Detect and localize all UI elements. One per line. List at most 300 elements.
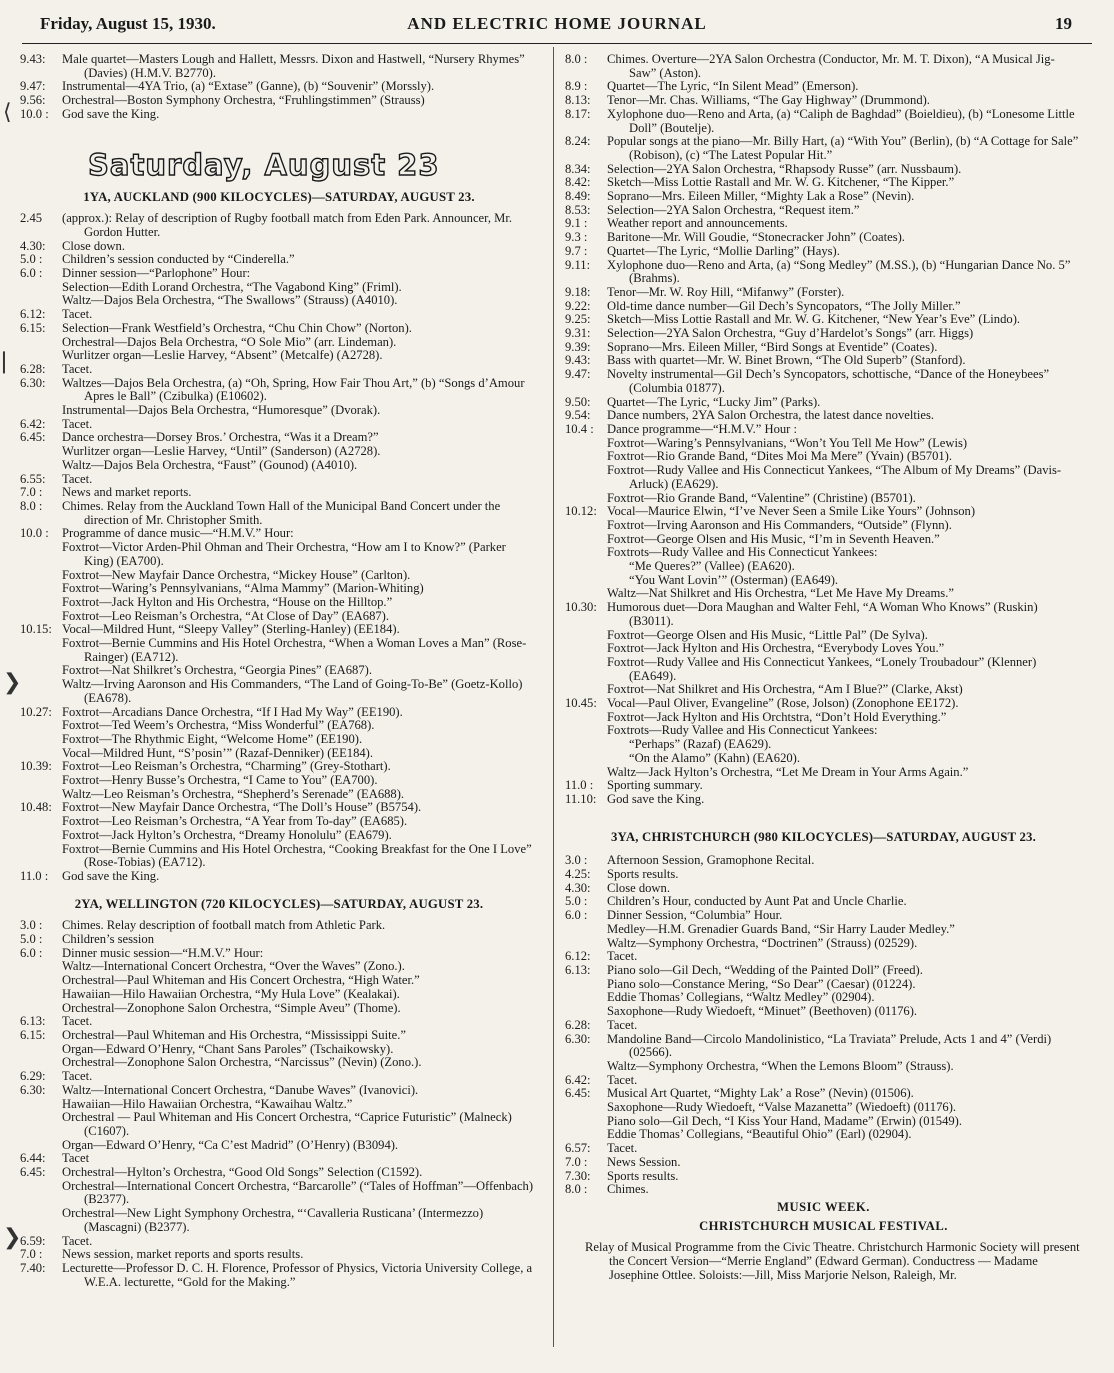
column-divider <box>553 47 554 1347</box>
listing-entry <box>565 409 1082 423</box>
item-text: Chimes. Relay description of football match from Athletic Park. <box>62 918 386 933</box>
sub-item-text: Selection—Edith Lorand Orchestra, “The Vagabond King” (Friml). <box>62 279 402 294</box>
item-text: Humorous duet—Dora Maughan and Walter Fehl, “A Woman Who Knows” (Ruskin) (B3011). <box>607 600 1038 628</box>
sub-item-text: “On the Alamo” (Kahn) (EA620). <box>629 750 801 765</box>
sub-item-text: Medley—H.M. Grenadier Guards Band, “Sir Harry Lauder Medley.” <box>607 921 955 936</box>
left-column <box>20 53 538 1289</box>
time-label: 6.30: <box>565 1031 591 1046</box>
time-label: 10.12: <box>565 504 597 519</box>
item-text: Tacet. <box>62 1233 93 1248</box>
time-label: 6.0 : <box>565 908 588 923</box>
time-label: 5.0 : <box>20 932 43 947</box>
sub-item-text: Foxtrot—Rudy Vallee and His Connecticut Yankees, “The Album of My Dreams” (Davis-Arluck) (EA629). <box>607 463 1062 491</box>
listing-entry <box>20 473 538 487</box>
time-label: 9.56: <box>20 93 46 108</box>
item-text: Children’s session <box>62 932 155 947</box>
time-label: 6.30: <box>20 1082 46 1097</box>
item-text: Soprano—Mrs. Eileen Miller, “Mighty Lak a Rose” (Nevin). <box>607 189 915 204</box>
listing-entry <box>565 108 1082 135</box>
listing-entry <box>565 341 1082 355</box>
sub-item-text: Piano solo—Constance Mering, “So Dear” (Caesar) (01224). <box>607 976 916 991</box>
sub-item-text: Orchestral—New Light Symphony Orchestra, “‘Cavalleria Rusticana’ (Intermezzo) (Mascagni) (B2377). <box>62 1206 484 1234</box>
item-text: News Session. <box>607 1154 681 1169</box>
listing-entry <box>565 1074 1082 1088</box>
time-label: 6.13: <box>565 963 591 977</box>
item-text: Piano solo—Gil Dech, “Wedding of the Painted Doll” (Freed). <box>607 963 923 977</box>
time-label: 6.42: <box>20 416 46 431</box>
item-text: Sporting summary. <box>607 778 703 793</box>
item-text: God save the King. <box>62 868 160 883</box>
listing-entry <box>20 418 538 432</box>
time-label: 6.28: <box>20 361 46 376</box>
sub-item-text: Foxtrot—Bernie Cummins and His Hotel Orchestra, “Cooking Breakfast for the One I Love” (Rose-Tobias) (EA712). <box>62 841 532 870</box>
listing-entry <box>565 697 1082 779</box>
time-label: 6.28: <box>565 1017 591 1032</box>
listing-entry <box>565 300 1082 314</box>
time-label: 8.24: <box>565 134 591 149</box>
time-label: 8.17: <box>565 106 591 121</box>
item-text: Sports results. <box>607 1168 679 1183</box>
time-label: 8.49: <box>565 189 591 204</box>
sub-item-text: Foxtrot—New Mayfair Dance Orchestra, “Mickey House” (Carlton). <box>62 567 411 582</box>
sub-item-text: Waltz—Symphony Orchestra, “When the Lemons Bloom” (Strauss). <box>607 1058 954 1073</box>
sub-item-text: Saxophone—Rudy Wiedoeft, “Minuet” (Beethoven) (01176). <box>607 1004 918 1019</box>
item-text: Tacet. <box>62 1014 93 1029</box>
time-label: 9.31: <box>565 326 591 341</box>
listing-entry <box>20 1015 538 1029</box>
time-label: 6.29: <box>20 1069 46 1084</box>
listing-entry <box>565 368 1082 395</box>
time-label: 3.0 : <box>565 853 588 868</box>
sub-item-text: Waltz—Leo Reisman’s Orchestra, “Shepherd’s Serenade” (EA688). <box>62 786 405 801</box>
time-label: 9.50: <box>565 394 591 409</box>
item-text: Sketch—Miss Lottie Rastall and Mr. W. G. Kitchener, “The Kipper.” <box>607 175 955 190</box>
item-text: Tenor—Mr. W. Roy Hill, “Mifanwy” (Forster). <box>607 284 845 299</box>
listing-entry <box>565 909 1082 950</box>
item-text: Children’s Hour, conducted by Aunt Pat and Uncle Charlie. <box>607 894 907 909</box>
time-label: 10.0 : <box>20 106 49 121</box>
listing-entry <box>20 267 538 308</box>
item-text: Dance numbers, 2YA Salon Orchestra, the latest dance novelties. <box>607 408 934 423</box>
time-label: 5.0 : <box>20 252 43 267</box>
time-label: 2.45 <box>20 211 43 226</box>
time-label: 6.55: <box>20 471 46 486</box>
item-text: Quartet—The Lyric, “Lucky Jim” (Parks). <box>607 394 821 409</box>
item-text: Dance orchestra—Dorsey Bros.’ Orchestra, “Was it a Dream?” <box>62 430 379 445</box>
sub-item-text: Foxtrot—Nat Shilkret and His Orchestra, “Am I Blue?” (Clarke, Akst) <box>607 682 963 697</box>
sub-item-text: Foxtrot—Jack Hylton and His Orchestra, “House on the Hilltop.” <box>62 594 393 609</box>
item-text: Tacet. <box>607 1017 638 1032</box>
time-label: 9.43: <box>565 353 591 368</box>
item-text: Tacet <box>62 1151 90 1166</box>
time-label: 6.0 : <box>20 266 43 281</box>
item-text: Old-time dance number—Gil Dech’s Syncopators, “The Jolly Miller.” <box>607 298 961 313</box>
item-text: Tacet. <box>607 949 638 964</box>
time-label: 10.27: <box>20 704 52 719</box>
sub-item-text: Wurlitzer organ—Leslie Harvey, “Absent” (Metcalfe) (A2728). <box>62 348 383 363</box>
sub-item-text: Foxtrot—The Rhythmic Eight, “Welcome Home” (EE190). <box>62 731 363 746</box>
sub-item-text: Waltz—Nat Shilkret and His Orchestra, “Let Me Have My Dreams.” <box>607 586 954 601</box>
listing-entry <box>20 94 538 108</box>
time-label: 9.1 : <box>565 216 588 231</box>
listing-entry <box>20 706 538 761</box>
station-heading-wellington: 2YA, WELLINGTON (720 KILOCYCLES)—SATURDAY, AUGUST 23. <box>74 896 484 911</box>
right-column <box>565 53 1082 1282</box>
item-text: Dance programme—“H.M.V.” Hour : <box>607 421 798 436</box>
time-label: 7.0 : <box>20 485 43 500</box>
sub-item-text: Foxtrot—George Olsen and His Music, “I’m in Seventh Heaven.” <box>607 531 940 546</box>
time-label: 7.0 : <box>20 1247 43 1262</box>
time-label: 6.45: <box>20 1165 46 1180</box>
listing-entry <box>565 135 1082 162</box>
listing-entry <box>565 396 1082 410</box>
item-text: Lecturette—Professor D. C. H. Florence, Professor of Physics, Victoria University College, a W.E.A. lecturette, “Gold for the Making.” <box>62 1260 533 1289</box>
item-text: Tacet. <box>607 1141 638 1156</box>
time-label: 6.30: <box>20 375 46 390</box>
item-text: Bass with quartet—Mr. W. Binet Brown, “The Old Superb” (Stanford). <box>607 353 966 368</box>
listing-entry <box>565 1142 1082 1156</box>
sub-item-text: Foxtrot—Bernie Cummins and His Hotel Orchestra, “When a Woman Loves a Man” (Rose-Rainger) (EA712). <box>62 636 527 664</box>
item-text: News and market reports. <box>62 485 192 500</box>
listing-entry <box>565 1183 1082 1197</box>
item-text: Weather report and announcements. <box>607 216 788 231</box>
listing-entry <box>20 53 538 80</box>
listing-entry <box>565 354 1082 368</box>
time-label: 11.0 : <box>565 778 594 793</box>
listing-entry <box>20 253 538 267</box>
item-text: Musical Art Quartet, “Mighty Lak’ a Rose” (Nevin) (01506). <box>607 1086 914 1101</box>
listing-entry <box>565 854 1082 868</box>
listing-entry <box>565 1156 1082 1170</box>
item-text: Tacet. <box>62 307 93 322</box>
margin-tick-mark: ⟨ <box>3 100 12 125</box>
listing-entry <box>565 601 1082 697</box>
listing-entry <box>565 163 1082 177</box>
listing-entry <box>20 870 538 884</box>
item-text: News session, market reports and sports results. <box>62 1247 304 1262</box>
time-label: 9.43: <box>20 52 46 66</box>
listing-entry <box>20 760 538 801</box>
item-text: Tacet. <box>62 471 93 486</box>
time-label: 6.13: <box>20 1014 46 1029</box>
time-label: 10.4 : <box>565 421 594 436</box>
listing-entry <box>20 212 538 239</box>
time-label: 6.15: <box>20 320 46 335</box>
item-text: God save the King. <box>607 791 705 806</box>
time-label: 8.9 : <box>565 79 588 94</box>
item-text: Popular songs at the piano—Mr. Billy Hart, (a) “With You” (Berlin), (b) “A Cottage for Sale” (Robison), (c) “The Latest Popular Hit.” <box>607 134 1079 162</box>
sub-item-text: “Perhaps” (Razaf) (EA629). <box>629 737 772 752</box>
item-text: Quartet—The Lyric, “In Silent Mead” (Emerson). <box>607 79 859 94</box>
sub-item-text: Foxtrot—Irving Aaronson and His Commanders, “Outside” (Flynn). <box>607 517 952 532</box>
station-heading-christchurch: 3YA, CHRISTCHURCH (980 KILOCYCLES)—SATURDAY, AUGUST 23. <box>610 829 1037 844</box>
time-label: 9.47: <box>20 79 46 94</box>
sub-item-text: Foxtrots—Rudy Vallee and His Connecticut Yankees: <box>607 723 878 738</box>
time-label: 11.10: <box>565 791 597 806</box>
time-label: 9.22: <box>565 298 591 313</box>
sub-item-text: Foxtrot—Waring’s Pennsylvanians, “Won’t You Tell Me How” (Lewis) <box>607 435 968 450</box>
listing-entry <box>20 80 538 94</box>
time-label: 9.11: <box>565 257 591 272</box>
sub-item-text: Wurlitzer organ—Leslie Harvey, “Until” (Sanderson) (A2728). <box>62 444 381 459</box>
sub-item-text: Foxtrot—Leo Reisman’s Orchestra, “At Close of Day” (EA687). <box>62 608 390 623</box>
festival-relay-text: Relay of Musical Programme from the Civic Theatre. Christchurch Harmonic Society will present the Concert Version—“Merrie England” (Edward German). Conductress — Madame Josephine Ottlee. Soloists:—Jill, Miss Marjorie Nelson, Raleigh, Mr. <box>585 1240 1080 1282</box>
sub-item-text: Orchestral — Paul Whiteman and His Concert Orchestra, “Caprice Futuristic” (Malneck) (C1607). <box>62 1110 512 1138</box>
sub-item-text: Saxophone—Rudy Wiedoeft, “Valse Mazanetta” (Wiedoeft) (01176). <box>607 1100 957 1115</box>
time-label: 9.47: <box>565 367 591 382</box>
listing-entry <box>20 801 538 870</box>
sub-item-text: Foxtrot—Ted Weem’s Orchestra, “Miss Wonderful” (EA768). <box>62 718 375 733</box>
item-text: Instrumental—4YA Trio, (a) “Extase” (Ganne), (b) “Souvenir” (Morssly). <box>62 79 435 94</box>
intro-listing <box>20 53 538 122</box>
item-text: Chimes. Relay from the Auckland Town Hall of the Municipal Band Concert under the direction of Mr. Christopher Smith. <box>62 498 501 527</box>
listing-entry <box>565 327 1082 341</box>
sub-item-text: Waltz—Dajos Bela Orchestra, “The Swallows” (Strauss) (A4010). <box>62 293 398 308</box>
item-text: Waltzes—Dajos Bela Orchestra, (a) “Oh, Spring, How Fair Thou Art,” (b) “Songs d’Amour Apres le Ball” (Czibulka) (E10602). <box>62 375 525 404</box>
listing-entry <box>20 1166 538 1235</box>
listing-entry <box>565 204 1082 218</box>
time-label: 4.30: <box>20 238 46 253</box>
sub-item-text: Foxtrot—George Olsen and His Music, “Little Pal” (De Sylva). <box>607 627 928 642</box>
listing-entry <box>565 1019 1082 1033</box>
time-label: 8.42: <box>565 175 591 190</box>
time-label: 6.57: <box>565 1141 591 1156</box>
listing-entry <box>565 190 1082 204</box>
listing-entry <box>565 217 1082 231</box>
sub-item-text: Orchestral—Paul Whiteman and His Concert Orchestra, “High Water.” <box>62 973 420 988</box>
time-label: 6.12: <box>565 949 591 964</box>
time-label: 7.30: <box>565 1168 591 1183</box>
listing-entry <box>20 486 538 500</box>
item-text: Quartet—The Lyric, “Mollie Darling” (Hays). <box>607 243 840 258</box>
time-label: 4.30: <box>565 880 591 895</box>
time-label: 9.18: <box>565 284 591 299</box>
time-label: 6.42: <box>565 1072 591 1087</box>
listing-entry <box>565 868 1082 882</box>
time-label: 9.3 : <box>565 230 588 245</box>
listing-entry <box>20 1262 538 1289</box>
item-text: Tacet. <box>607 1072 638 1087</box>
time-label: 8.34: <box>565 161 591 176</box>
item-text: Orchestral—Hylton’s Orchestra, “Good Old Songs” Selection (C1592). <box>62 1165 423 1180</box>
item-text: Tacet. <box>62 416 93 431</box>
wellington-listing <box>20 919 538 1289</box>
time-label: 9.39: <box>565 339 591 354</box>
time-label: 8.13: <box>565 93 591 108</box>
sub-item-text: Organ—Edward O’Henry, “Ca C’est Madrid” (O’Henry) (B3094). <box>62 1137 399 1152</box>
listing-entry <box>20 1084 538 1153</box>
margin-bracket-mark: ⎸ <box>3 350 26 375</box>
listing-entry <box>565 882 1082 896</box>
time-label: 6.45: <box>565 1086 591 1101</box>
day-title: Saturday, August 23 <box>88 147 440 182</box>
item-text: Xylophone duo—Reno and Arta, (a) “Caliph de Baghdad” (Boieldieu), (b) “Lonesome Little Doll” (Boutelje). <box>607 106 1075 135</box>
listing-entry <box>20 623 538 705</box>
sub-item-text: Orchestral—Zonophone Salon Orchestra, “Narcissus” (Nevin) (Zono.). <box>62 1055 422 1070</box>
time-label: 6.0 : <box>20 945 43 960</box>
header-rule <box>22 43 1092 44</box>
item-text: Foxtrot—New Mayfair Dance Orchestra, “The Doll’s House” (B5754). <box>62 800 422 815</box>
listing-entry <box>565 1033 1082 1074</box>
sub-item-text: Waltz—Symphony Orchestra, “Doctrinen” (Strauss) (02529). <box>607 935 918 950</box>
listing-entry <box>565 245 1082 259</box>
christchurch-listing <box>565 854 1082 1197</box>
time-label: 10.45: <box>565 696 597 711</box>
item-text: Vocal—Mildred Hunt, “Sleepy Valley” (Sterling-Hanley) (EE184). <box>62 622 400 637</box>
time-label: 6.12: <box>20 307 46 322</box>
sub-item-text: Foxtrot—Henry Busse’s Orchestra, “I Came to You” (EA700). <box>62 773 378 788</box>
listing-entry <box>20 363 538 377</box>
time-label: 8.0 : <box>20 498 43 513</box>
item-text: Chimes. <box>607 1182 649 1197</box>
item-text: Mandoline Band—Circolo Mandolinistico, “La Traviata” Prelude, Acts 1 and 4” (Verdi) (02566). <box>607 1031 1052 1060</box>
time-label: 6.45: <box>20 430 46 445</box>
item-text: Close down. <box>62 238 125 253</box>
sub-item-text: Orchestral—Dajos Bela Orchestra, “O Sole Mio” (arr. Lindeman). <box>62 334 397 349</box>
listing-entry <box>565 779 1082 793</box>
sub-item-text: Waltz—Dajos Bela Orchestra, “Faust” (Gounod) (A4010). <box>62 457 358 472</box>
item-text: Vocal—Paul Oliver, Evangeline” (Rose, Jolson) (Zonophone EE172). <box>607 696 959 711</box>
sub-item-text: Eddie Thomas’ Collegians, “Beautiful Ohio” (Earl) (02904). <box>607 1127 912 1142</box>
item-text: God save the King. <box>62 106 160 121</box>
station-heading-auckland: 1YA, AUCKLAND (900 KILOCYCLES)—SATURDAY, AUGUST 23. <box>83 189 475 204</box>
item-text: Novelty instrumental—Gil Dech’s Syncopators, schottische, “Dance of the Honeybees” (Columbia 01877). <box>607 367 1050 395</box>
listing-entry <box>565 94 1082 108</box>
listing-entry <box>20 431 538 472</box>
time-label: 6.59: <box>20 1233 46 1248</box>
listing-entry <box>20 1029 538 1070</box>
time-label: 5.0 : <box>565 894 588 909</box>
margin-arrow-mark: ❯ <box>3 1225 22 1250</box>
item-text: Selection—Frank Westfield’s Orchestra, “Chu Chin Chow” (Norton). <box>62 320 412 335</box>
item-text: Children’s session conducted by “Cinderella.” <box>62 252 295 267</box>
item-text: Close down. <box>607 880 670 895</box>
item-text: Selection—2YA Salon Orchestra, “Guy d’Hardelot’s Songs” (arr. Higgs) <box>607 326 974 341</box>
listing-entry <box>20 308 538 322</box>
sub-item-text: Orchestral—International Concert Orchestra, “Barcarolle” (“Tales of Hoffman”—Offenbach) (B2377). <box>62 1178 534 1207</box>
item-text: Dinner session—“Parlophone” Hour: <box>62 266 251 281</box>
time-label: 8.0 : <box>565 52 588 66</box>
listing-entry <box>565 80 1082 94</box>
time-label: 10.0 : <box>20 526 49 541</box>
item-text: Selection—2YA Salon Orchestra, “Rhapsody Russe” (arr. Nussbaum). <box>607 161 962 176</box>
item-text: Tenor—Mr. Chas. Williams, “The Gay Highway” (Drummond). <box>607 93 930 108</box>
sub-item-text: Organ—Edward O’Henry, “Chant Sans Paroles” (Tschaikowsky). <box>62 1041 394 1056</box>
item-text: Vocal—Maurice Elwin, “I’ve Never Seen a Smile Like Yours” (Johnson) <box>607 504 976 519</box>
item-text: Xylophone duo—Reno and Arta, (a) “Song Medley” (M.SS.), (b) “Hungarian Dance No. 5” (Brahms). <box>607 257 1071 286</box>
item-text: (approx.): Relay of description of Rugby football match from Eden Park. Announcer, Mr. Gordon Hutter. <box>62 211 512 239</box>
music-week-heading: MUSIC WEEK. <box>777 1199 870 1214</box>
listing-entry <box>565 53 1082 80</box>
sub-item-text: Hawaiian—Hilo Hawaiian Orchestra, “My Hula Love” (Kealakai). <box>62 986 400 1001</box>
time-label: 4.25: <box>565 867 591 882</box>
sub-item-text: Foxtrot—Jack Hylton’s Orchestra, “Dreamy Honolulu” (EA679). <box>62 827 392 842</box>
item-text: Baritone—Mr. Will Goudie, “Stonecracker John” (Coates). <box>607 230 905 245</box>
listing-entry <box>20 947 538 1016</box>
item-text: Sports results. <box>607 867 679 882</box>
sub-item-text: Foxtrot—Nat Shilkret’s Orchestra, “Georgia Pines” (EA687). <box>62 663 372 678</box>
time-label: 11.0 : <box>20 868 49 883</box>
item-text: Dinner Session, “Columbia” Hour. <box>607 908 783 923</box>
item-text: Chimes. Overture—2YA Salon Orchestra (Conductor, Mr. M. T. Dixon), “A Musical Jig-Saw” (Aston). <box>607 52 1055 80</box>
sub-item-text: Eddie Thomas’ Collegians, “Waltz Medley” (02904). <box>607 990 875 1005</box>
listing-entry <box>20 1152 538 1166</box>
sub-item-text: Foxtrot—Victor Arden-Phil Ohman and Their Orchestra, “How am I to Know?” (Parker King) (EA700). <box>62 540 506 568</box>
sub-item-text: Foxtrot—Rudy Vallee and His Connecticut Yankees, “Lonely Troubadour” (Klenner) (EA649). <box>607 654 1037 683</box>
time-label: 7.40: <box>20 1260 46 1275</box>
item-text: Programme of dance music—“H.M.V.” Hour: <box>62 526 294 541</box>
time-label: 8.53: <box>565 202 591 217</box>
time-label: 9.25: <box>565 312 591 327</box>
listing-entry <box>565 313 1082 327</box>
listing-entry <box>20 240 538 254</box>
sub-item-text: Foxtrots—Rudy Vallee and His Connecticut Yankees: <box>607 545 878 560</box>
item-text: Foxtrot—Arcadians Dance Orchestra, “If I Had My Way” (EE190). <box>62 704 403 719</box>
sub-item-text: Waltz—Irving Aaronson and His Commanders, “The Land of Going-To-Be” (Goetz-Kollo) (EA678). <box>62 677 523 705</box>
sub-item-text: Waltz—International Concert Orchestra, “Over the Waves” (Zono.). <box>62 959 405 974</box>
listing-entry <box>20 108 538 122</box>
sub-item-text: “Me Queres?” (Vallee) (EA620). <box>629 559 795 574</box>
listing-entry <box>20 1235 538 1249</box>
sub-item-text: Vocal—Mildred Hunt, “S’posin’” (Razaf-Denniker) (EE184). <box>62 745 374 760</box>
item-text: Waltz—International Concert Orchestra, “Danube Waves” (Ivanovici). <box>62 1082 419 1097</box>
listing-entry <box>565 950 1082 964</box>
listing-entry <box>565 176 1082 190</box>
header-journal-title: AND ELECTRIC HOME JOURNAL <box>407 14 707 33</box>
listing-entry <box>20 500 538 527</box>
header-date: Friday, August 15, 1930. <box>40 14 216 33</box>
item-text: Foxtrot—Leo Reisman’s Orchestra, “Charming” (Grey-Stothart). <box>62 759 391 774</box>
sub-item-text: “You Want Lovin’” (Osterman) (EA649). <box>629 572 839 587</box>
item-text: Orchestral—Paul Whiteman and His Orchestra, “Mississippi Suite.” <box>62 1028 406 1042</box>
festival-heading: CHRISTCHURCH MUSICAL FESTIVAL. <box>699 1218 948 1233</box>
listing-entry <box>565 259 1082 286</box>
time-label: 9.54: <box>565 408 591 423</box>
listing-entry <box>20 1248 538 1262</box>
page-header <box>22 14 1092 40</box>
sub-item-text: Foxtrot—Jack Hylton and His Orchtstra, “Don’t Hold Everything.” <box>607 709 947 724</box>
page-number: 19 <box>1055 14 1072 33</box>
time-label: 10.39: <box>20 759 52 774</box>
listing-entry <box>565 1170 1082 1184</box>
sub-item-text: Foxtrot—Rio Grande Band, “Valentine” (Christine) (B5701). <box>607 490 916 505</box>
sub-item-text: Orchestral—Zonophone Salon Orchestra, “Simple Aveu” (Thome). <box>62 1000 401 1015</box>
sub-item-text: Foxtrot—Rio Grande Band, “Dites Moi Ma Mere” (Yvain) (B5701). <box>607 449 952 464</box>
listing-entry <box>565 231 1082 245</box>
item-text: Selection—2YA Salon Orchestra, “Request item.” <box>607 202 860 217</box>
margin-arrow-mark: ❯ <box>3 670 22 695</box>
sub-item-text: Piano solo—Gil Dech, “I Kiss Your Hand, Madame” (Erwin) (01549). <box>607 1113 963 1128</box>
auckland-listing <box>20 212 538 883</box>
time-label: 7.0 : <box>565 1154 588 1169</box>
listing-entry <box>565 286 1082 300</box>
listing-entry <box>565 1087 1082 1142</box>
listing-entry <box>20 1070 538 1084</box>
sub-item-text: Hawaiian—Hilo Hawaiian Orchestra, “Kawaihau Waltz.” <box>62 1096 353 1111</box>
item-text: Sketch—Miss Lottie Rastall and Mr. W. G. Kitchener, “New Year’s Eve” (Lindo). <box>607 312 1021 327</box>
listing-entry <box>565 895 1082 909</box>
item-text: Dinner music session—“H.M.V.” Hour: <box>62 945 264 960</box>
time-label: 10.48: <box>20 800 52 815</box>
sub-item-text: Foxtrot—Waring’s Pennsylvanians, “Alma Mammy” (Marion-Whiting) <box>62 581 424 596</box>
time-label: 9.7 : <box>565 243 588 258</box>
sub-item-text: Waltz—Jack Hylton’s Orchestra, “Let Me Dream in Your Arms Again.” <box>607 764 969 779</box>
time-label: 10.15: <box>20 622 52 637</box>
listing-entry <box>20 377 538 418</box>
listing-entry <box>565 505 1082 601</box>
item-text: Orchestral—Boston Symphony Orchestra, “Fruhlingstimmen” (Strauss) <box>62 93 425 108</box>
item-text: Soprano—Mrs. Eileen Miller, “Bird Songs at Eventide” (Coates). <box>607 339 938 354</box>
